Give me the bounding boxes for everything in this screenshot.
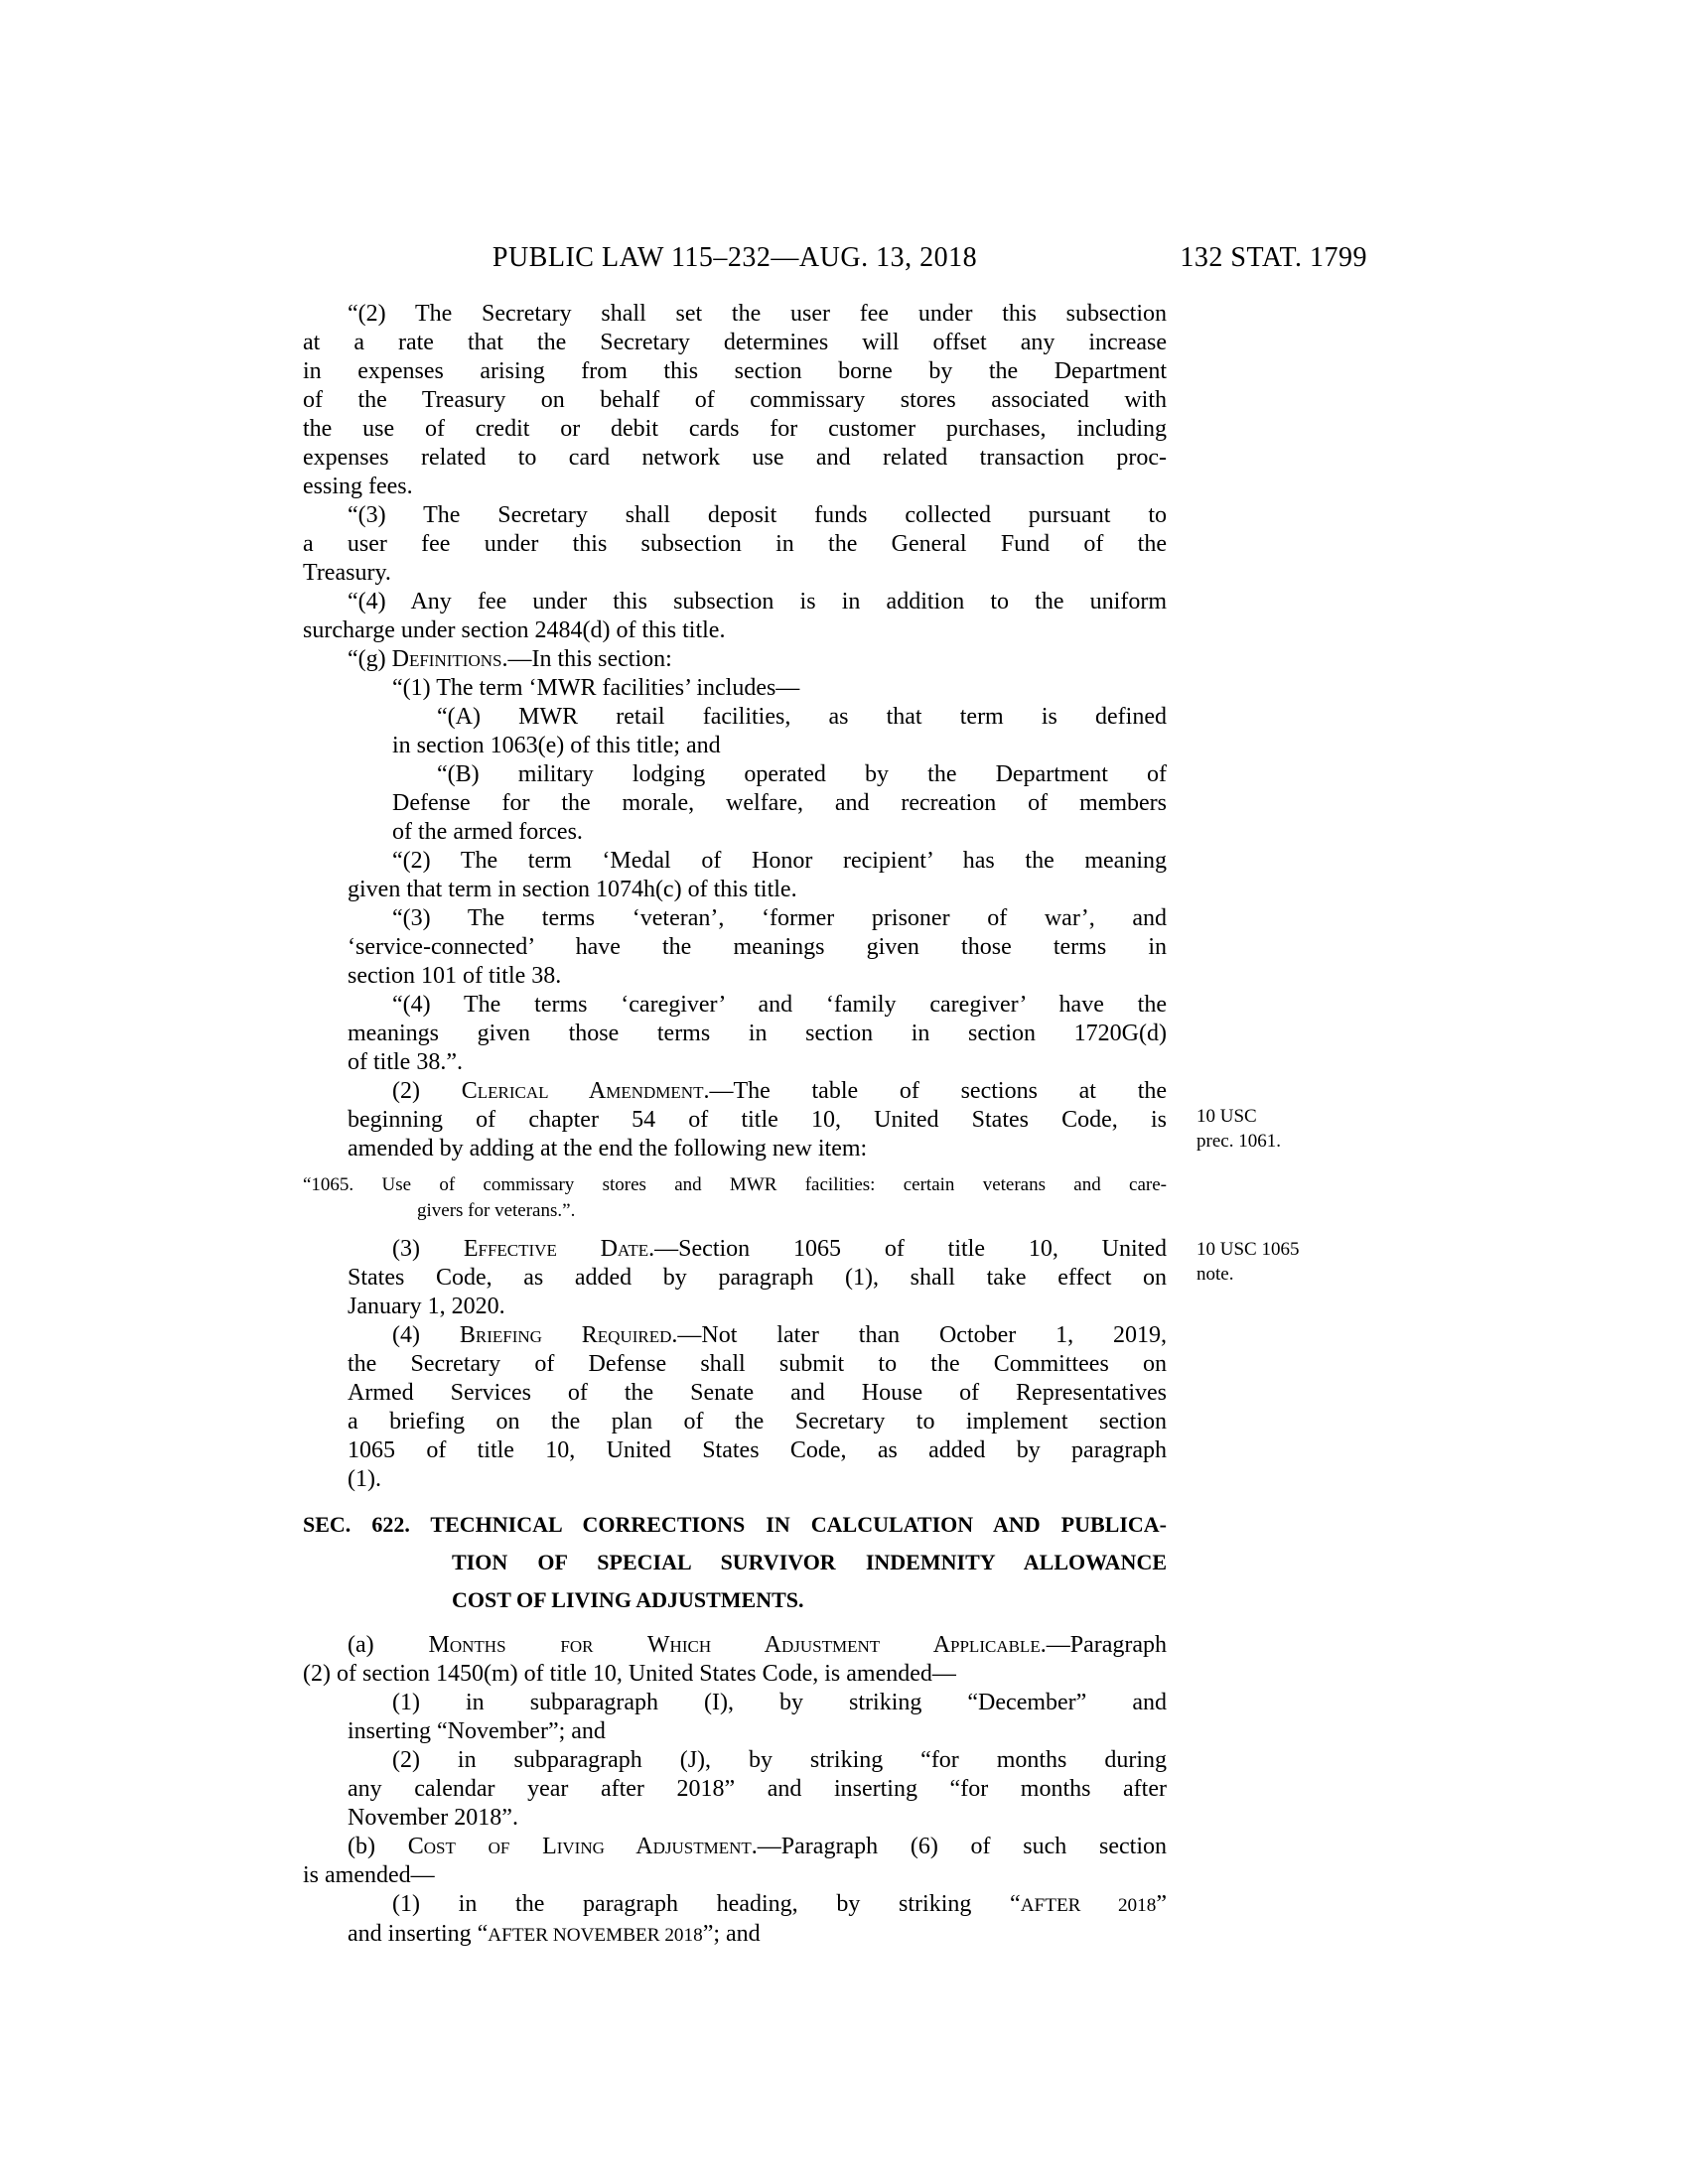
text-run: .—Paragraph (6) of such section	[751, 1834, 1167, 1859]
text-line	[303, 559, 1167, 588]
text-line	[348, 1746, 1167, 1775]
text-line	[303, 300, 1167, 329]
paragraph	[303, 588, 1167, 645]
text-line	[348, 933, 1167, 962]
text-line	[348, 1135, 1167, 1163]
paragraph	[303, 760, 1167, 847]
margin-note	[1196, 1104, 1380, 1154]
paragraph	[303, 674, 1167, 703]
text-line	[348, 1106, 1167, 1135]
text-line	[303, 1861, 1167, 1890]
text-run: “(B) military lodging operated by the Department of	[437, 761, 1167, 787]
text-line	[392, 760, 1167, 789]
text-line	[348, 962, 1167, 991]
text-line	[417, 1198, 1167, 1224]
text-line	[303, 645, 1167, 674]
paragraph	[303, 703, 1167, 760]
text-line	[392, 732, 1167, 760]
text-line	[303, 616, 1167, 645]
text-run: (4)	[392, 1322, 460, 1348]
text-run: is amended—	[303, 1862, 435, 1888]
margin-note-line: 10 USC 1065	[1196, 1239, 1300, 1260]
text-line	[348, 847, 1167, 876]
text-run: COST OF LIVING ADJUSTMENTS.	[452, 1587, 804, 1612]
text-line	[303, 473, 1167, 501]
text-run: Armed Services of the Senate and House of Representatives	[348, 1380, 1167, 1406]
section-heading	[303, 1506, 1167, 1619]
paragraph	[303, 1746, 1167, 1833]
text-run: (3)	[392, 1236, 464, 1262]
text-line	[303, 329, 1167, 357]
text-run: “1065. Use of commissary stores and MWR facilities: certain veterans and care-	[303, 1174, 1167, 1195]
text-run: “(1) The term ‘MWR facilities’ includes—	[392, 675, 800, 701]
text-run: of the Treasury on behalf of commissary stores associated with	[303, 387, 1167, 413]
text-run: .—In this section:	[501, 646, 672, 672]
text-run: meanings given those terms in section in section 1720G(d)	[348, 1021, 1167, 1046]
text-line	[303, 1631, 1167, 1660]
text-line	[348, 1048, 1167, 1077]
text-run: ”; and	[702, 1921, 761, 1947]
text-run: a briefing on the plan of the Secretary to implement section	[348, 1409, 1167, 1434]
running-header-law-title: PUBLIC LAW 115–232—AUG. 13, 2018	[492, 242, 978, 273]
text-run: (2) of section 1450(m) of title 10, United States Code, is amended—	[303, 1661, 956, 1687]
text-line	[392, 818, 1167, 847]
text-line	[348, 1465, 1167, 1494]
statute-text	[303, 300, 1167, 1950]
text-run: 1065 of title 10, United States Code, as added by paragraph	[348, 1437, 1167, 1463]
small-caps-run: Definitions	[391, 646, 502, 672]
text-run: “(4) The terms ‘caregiver’ and ‘family caregiver’ have the	[392, 992, 1167, 1018]
paragraph	[303, 501, 1167, 588]
text-line	[348, 1436, 1167, 1465]
margin-note-line: prec. 1061.	[1196, 1131, 1281, 1152]
text-line	[303, 588, 1167, 616]
text-line	[348, 904, 1167, 933]
text-run: beginning of chapter 54 of title 10, United States Code, is	[348, 1107, 1167, 1133]
text-run: States Code, as added by paragraph (1), shall take effect on	[348, 1265, 1167, 1291]
text-run: (a)	[348, 1632, 429, 1658]
text-line	[348, 1077, 1167, 1106]
text-line	[348, 1775, 1167, 1804]
text-run: “(g)	[348, 646, 392, 672]
text-line	[348, 1264, 1167, 1293]
text-run: SEC. 622. TECHNICAL CORRECTIONS IN CALCULATION AND PUBLICA-	[303, 1512, 1167, 1537]
text-run: Treasury.	[303, 560, 391, 586]
text-run: of title 38.”.	[348, 1049, 463, 1075]
margin-note-line: 10 USC	[1196, 1106, 1257, 1127]
text-run: (b)	[348, 1834, 408, 1859]
small-caps-run: Clerical Amendment	[461, 1078, 704, 1104]
text-run: “(A) MWR retail facilities, as that term is defined	[437, 704, 1167, 730]
text-line	[392, 789, 1167, 818]
text-line	[348, 674, 1167, 703]
text-run: “(2) The term ‘Medal of Honor recipient’ has the meaning	[392, 848, 1167, 874]
text-run: expenses related to card network use and related transaction proc-	[303, 445, 1167, 471]
text-run: .—Section 1065 of title 10, United	[648, 1236, 1168, 1262]
text-line	[303, 386, 1167, 415]
running-header-stat-page-number: 132 STAT. 1799	[1180, 242, 1367, 273]
text-line	[392, 703, 1167, 732]
text-line	[303, 1833, 1167, 1861]
text-run: (1) in the paragraph heading, by striking “	[392, 1891, 1021, 1917]
text-run: Defense for the morale, welfare, and recreation of members	[392, 790, 1167, 816]
text-line	[348, 1321, 1167, 1350]
text-run: January 1, 2020.	[348, 1294, 505, 1319]
text-run: surcharge under section 2484(d) of this title.	[303, 617, 726, 643]
paragraph	[303, 300, 1167, 501]
paragraph	[303, 904, 1167, 991]
text-run: the use of credit or debit cards for customer purchases, including	[303, 416, 1167, 442]
text-run: of the armed forces.	[392, 819, 583, 845]
text-run: inserting “November”; and	[348, 1718, 606, 1744]
paragraph	[303, 1833, 1167, 1890]
small-caps-run: Briefing Required	[459, 1322, 672, 1348]
text-run: amended by adding at the end the following new item:	[348, 1136, 868, 1161]
text-line	[348, 1717, 1167, 1746]
paragraph	[303, 1321, 1167, 1494]
text-run: “(3) The terms ‘veteran’, ‘former prisoner of war’, and	[392, 905, 1167, 931]
text-line	[303, 530, 1167, 559]
paragraph	[303, 847, 1167, 904]
text-line	[348, 1689, 1167, 1717]
small-caps-run: Months for Which Adjustment Applicable	[428, 1632, 1041, 1658]
text-line	[303, 444, 1167, 473]
text-line	[303, 357, 1167, 386]
text-run: in expenses arising from this section borne by the Department	[303, 358, 1167, 384]
text-line	[303, 1660, 1167, 1689]
text-run: at a rate that the Secretary determines will offset any increase	[303, 330, 1167, 355]
text-line	[348, 1350, 1167, 1379]
text-line	[303, 415, 1167, 444]
paragraph	[303, 1631, 1167, 1689]
margin-note-line: note.	[1196, 1264, 1234, 1285]
paragraph	[303, 645, 1167, 674]
text-line	[348, 1890, 1167, 1920]
text-line	[348, 1804, 1167, 1833]
paragraph	[303, 1689, 1167, 1746]
text-run: .—Paragraph	[1040, 1632, 1168, 1658]
paragraph	[303, 1890, 1167, 1950]
text-run: in section 1063(e) of this title; and	[392, 733, 721, 758]
text-run: .—The table of sections at the	[703, 1078, 1168, 1104]
small-caps-run: AFTER NOVEMBER 2018	[488, 1925, 703, 1946]
text-run: givers for veterans.”.	[417, 1200, 576, 1221]
text-line	[348, 1408, 1167, 1436]
small-caps-run: Effective Date	[463, 1236, 649, 1262]
paragraph	[303, 1077, 1167, 1163]
text-line	[348, 991, 1167, 1020]
text-run: given that term in section 1074h(c) of this title.	[348, 877, 797, 902]
text-run: (1).	[348, 1466, 381, 1492]
text-run: (1) in subparagraph (I), by striking “December” and	[392, 1690, 1167, 1715]
text-run: and inserting “	[348, 1921, 489, 1947]
text-run: a user fee under this subsection in the General Fund of the	[303, 531, 1167, 557]
text-line	[303, 1506, 1167, 1544]
text-line	[348, 876, 1167, 904]
text-run: “(2) The Secretary shall set the user fee under this subsection	[348, 301, 1167, 327]
text-line	[348, 1020, 1167, 1048]
text-run: “(3) The Secretary shall deposit funds collected pursuant to	[348, 502, 1167, 528]
text-line	[452, 1544, 1167, 1581]
small-caps-run: AFTER 2018	[1020, 1895, 1157, 1916]
text-run: any calendar year after 2018” and inserting “for months after	[348, 1776, 1167, 1802]
paragraph	[303, 1235, 1167, 1321]
text-run: the Secretary of Defense shall submit to the Committees on	[348, 1351, 1167, 1377]
text-run: (2) in subparagraph (J), by striking “for months during	[392, 1747, 1167, 1773]
text-line	[452, 1581, 1167, 1619]
margin-note	[1196, 1237, 1380, 1287]
text-line	[348, 1920, 1167, 1950]
text-line	[303, 1172, 1167, 1198]
text-line	[348, 1379, 1167, 1408]
text-line	[348, 1293, 1167, 1321]
small-caps-run: Cost of Living Adjustment	[407, 1834, 752, 1859]
text-run: November 2018”.	[348, 1805, 518, 1831]
text-run: section 101 of title 38.	[348, 963, 562, 989]
text-run: TION OF SPECIAL SURVIVOR INDEMNITY ALLOWANCE	[452, 1550, 1167, 1574]
text-run: ‘service-connected’ have the meanings given those terms in	[348, 934, 1167, 960]
paragraph	[303, 1172, 1167, 1224]
text-run: ”	[1156, 1891, 1167, 1917]
text-run: “(4) Any fee under this subsection is in addition to the uniform	[348, 589, 1167, 614]
text-run: essing fees.	[303, 474, 413, 499]
text-line	[348, 1235, 1167, 1264]
text-run: (2)	[392, 1078, 462, 1104]
text-line	[303, 501, 1167, 530]
text-run: .—Not later than October 1, 2019,	[671, 1322, 1168, 1348]
paragraph	[303, 991, 1167, 1077]
